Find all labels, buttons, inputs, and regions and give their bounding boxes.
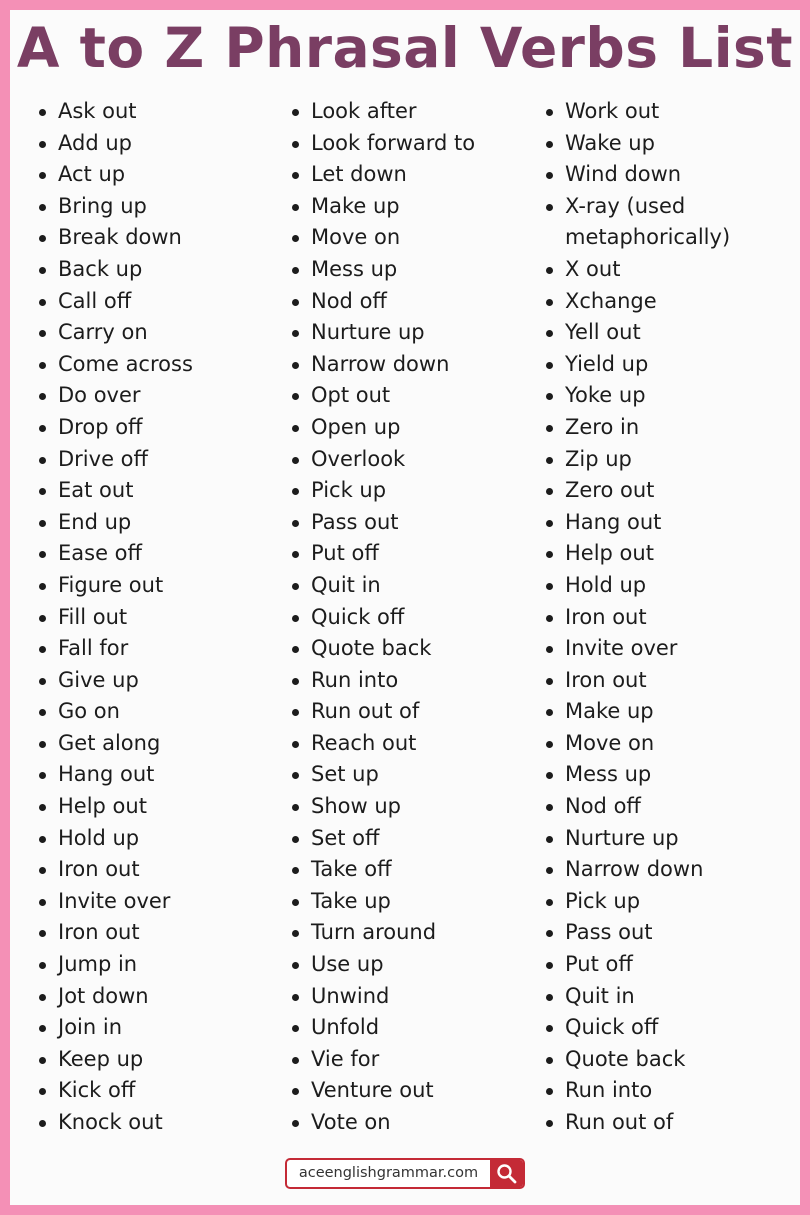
phrasal-verb-item: Quick off (543, 1012, 793, 1044)
phrasal-verb-item: Take up (289, 886, 539, 918)
phrasal-verb-item: Turn around (289, 917, 539, 949)
phrasal-verb-item: Call off (36, 286, 286, 318)
phrasal-verb-item: Go on (36, 696, 286, 728)
phrasal-verb-item: Hang out (36, 759, 286, 791)
phrasal-verb-item: Pass out (543, 917, 793, 949)
phrasal-verb-item: Kick off (36, 1075, 286, 1107)
phrasal-verb-item: Quit in (543, 981, 793, 1013)
phrasal-verb-item: Run into (289, 665, 539, 697)
phrasal-verb-item: Come across (36, 349, 286, 381)
phrasal-verb-item: Zip up (543, 444, 793, 476)
phrasal-verb-item: Run out of (289, 696, 539, 728)
phrasal-verb-item: Break down (36, 222, 286, 254)
website-badge[interactable] (285, 1158, 525, 1189)
phrasal-verb-item: Nurture up (289, 317, 539, 349)
phrasal-verb-item: X-ray (used metaphorically) (543, 191, 775, 254)
phrasal-verb-item: Put off (289, 538, 539, 570)
phrasal-verb-item: Put off (543, 949, 793, 981)
phrasal-verb-item: Wake up (543, 128, 793, 160)
phrasal-verb-item: Act up (36, 159, 286, 191)
phrasal-verb-item: Quit in (289, 570, 539, 602)
phrasal-verb-item: Help out (543, 538, 793, 570)
phrasal-verb-item: Mess up (543, 759, 793, 791)
phrasal-verb-item: Pick up (289, 475, 539, 507)
phrasal-verb-item: Pick up (543, 886, 793, 918)
phrasal-verb-item: Open up (289, 412, 539, 444)
phrasal-verb-item: Move on (543, 728, 793, 760)
phrasal-verb-item: Make up (543, 696, 793, 728)
phrasal-verb-item: Narrow down (289, 349, 539, 381)
phrasal-verb-item: Iron out (36, 917, 286, 949)
phrasal-verb-item: Iron out (543, 602, 793, 634)
phrasal-verb-item: Yoke up (543, 380, 793, 412)
phrasal-verb-item: Knock out (36, 1107, 286, 1139)
phrasal-verb-item: Fall for (36, 633, 286, 665)
phrasal-verb-item: Show up (289, 791, 539, 823)
phrasal-verb-item: Invite over (36, 886, 286, 918)
phrasal-verb-item: Xchange (543, 286, 793, 318)
phrasal-verb-item: Opt out (289, 380, 539, 412)
phrasal-verb-item: Vote on (289, 1107, 539, 1139)
phrasal-verb-item: Unwind (289, 981, 539, 1013)
phrasal-verb-item: Move on (289, 222, 539, 254)
phrasal-verb-item: Nod off (543, 791, 793, 823)
phrasal-verb-item: Ease off (36, 538, 286, 570)
phrasal-verb-item: Yell out (543, 317, 793, 349)
phrasal-verb-item: Look forward to (289, 128, 539, 160)
phrasal-verb-item: Get along (36, 728, 286, 760)
phrasal-verb-item: Quote back (543, 1044, 793, 1076)
phrasal-verb-item: Nurture up (543, 823, 793, 855)
phrasal-verb-item: Unfold (289, 1012, 539, 1044)
phrasal-verb-item: Carry on (36, 317, 286, 349)
phrasal-verb-item: Add up (36, 128, 286, 160)
phrasal-verb-item: Give up (36, 665, 286, 697)
phrasal-verb-item: Figure out (36, 570, 286, 602)
phrasal-verb-item: Vie for (289, 1044, 539, 1076)
phrasal-verb-item: Reach out (289, 728, 539, 760)
phrasal-verb-item: Pass out (289, 507, 539, 539)
phrasal-verb-item: Use up (289, 949, 539, 981)
phrasal-verb-item: Look after (289, 96, 539, 128)
phrasal-verb-item: Hold up (543, 570, 793, 602)
phrasal-verb-item: Iron out (543, 665, 793, 697)
phrasal-verb-item: Zero in (543, 412, 793, 444)
phrasal-verb-item: Back up (36, 254, 286, 286)
phrasal-verb-item: Quick off (289, 602, 539, 634)
phrasal-verb-item: Work out (543, 96, 793, 128)
verb-column-3 (543, 96, 793, 1139)
verb-column-2 (289, 96, 539, 1139)
phrasal-verb-item: Drive off (36, 444, 286, 476)
phrasal-verb-item: Invite over (543, 633, 793, 665)
phrasal-verb-item: Bring up (36, 191, 286, 223)
phrasal-verb-item: Join in (36, 1012, 286, 1044)
phrasal-verb-item: Quote back (289, 633, 539, 665)
page-title: A to Z Phrasal Verbs List (16, 16, 794, 80)
phrasal-verb-item: Help out (36, 791, 286, 823)
phrasal-verb-item: Let down (289, 159, 539, 191)
phrasal-verb-item: Hang out (543, 507, 793, 539)
phrasal-verb-item: Eat out (36, 475, 286, 507)
phrasal-verb-item: Overlook (289, 444, 539, 476)
phrasal-verb-item: Drop off (36, 412, 286, 444)
search-icon[interactable] (490, 1160, 523, 1187)
phrasal-verb-item: Yield up (543, 349, 793, 381)
phrasal-verb-item: Take off (289, 854, 539, 886)
phrasal-verb-item: Nod off (289, 286, 539, 318)
phrasal-verb-item: Ask out (36, 96, 286, 128)
phrasal-verb-item: Keep up (36, 1044, 286, 1076)
phrasal-verb-item: Jot down (36, 981, 286, 1013)
phrasal-verb-item: Zero out (543, 475, 793, 507)
phrasal-verb-item: Run out of (543, 1107, 793, 1139)
website-url[interactable]: aceenglishgrammar.com (298, 1165, 479, 1181)
phrasal-verb-item: X out (543, 254, 793, 286)
phrasal-verb-item: Narrow down (543, 854, 793, 886)
phrasal-verb-item: Set up (289, 759, 539, 791)
verb-column-1 (36, 96, 286, 1139)
phrasal-verb-item: End up (36, 507, 286, 539)
phrasal-verb-item: Do over (36, 380, 286, 412)
phrasal-verb-item: Run into (543, 1075, 793, 1107)
phrasal-verb-item: Venture out (289, 1075, 539, 1107)
phrasal-verb-item: Iron out (36, 854, 286, 886)
phrasal-verb-item: Fill out (36, 602, 286, 634)
phrasal-verb-item: Hold up (36, 823, 286, 855)
phrasal-verb-item: Make up (289, 191, 539, 223)
phrasal-verb-item: Mess up (289, 254, 539, 286)
phrasal-verb-item: Jump in (36, 949, 286, 981)
phrasal-verb-item: Wind down (543, 159, 793, 191)
phrasal-verb-item: Set off (289, 823, 539, 855)
